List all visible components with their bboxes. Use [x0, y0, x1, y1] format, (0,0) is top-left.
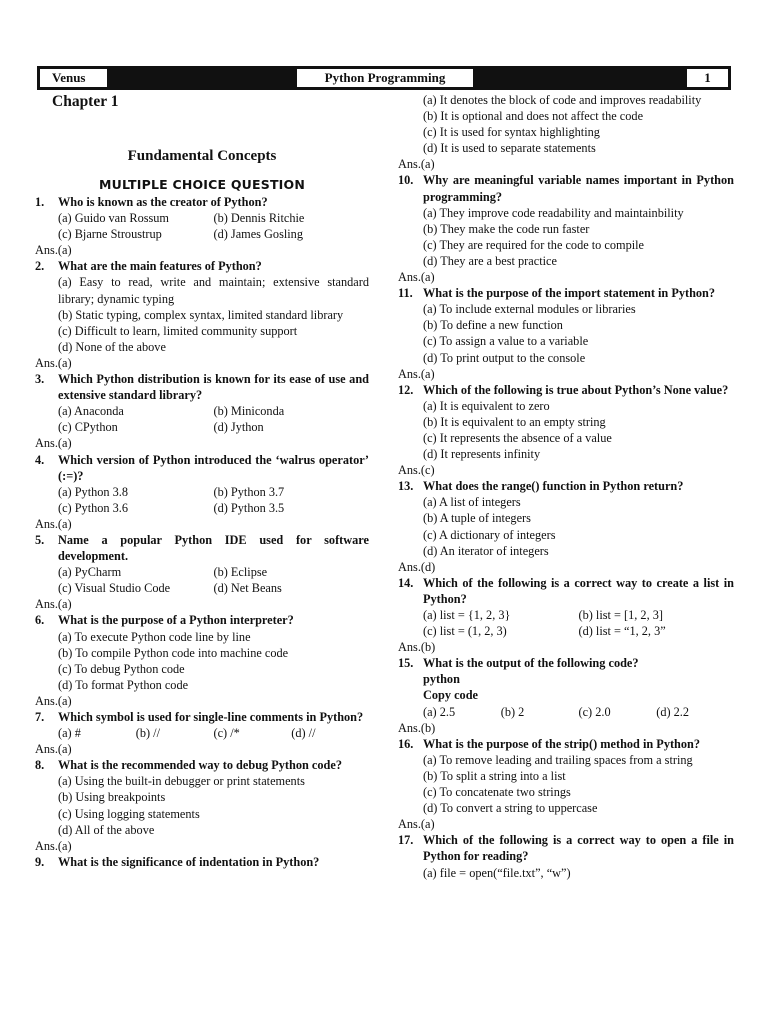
option: (a) It is equivalent to zero — [423, 398, 550, 413]
option: (a) PyCharm — [58, 565, 122, 580]
question-text: Name a popular Python IDE used for software development. — [58, 532, 369, 564]
right-column — [398, 92, 734, 881]
option: (a) To remove leading and trailing spaces from a string — [423, 752, 693, 767]
option: (a) 2.5 — [423, 704, 456, 719]
answer: Ans.(a) — [35, 838, 72, 853]
option: (c) To concatenate two strings — [423, 785, 571, 800]
option: (c) Bjarne Stroustrup — [58, 227, 162, 242]
option: (a) list = {1, 2, 3} — [423, 608, 511, 622]
option: (a) It denotes the block of code and improves readability — [423, 93, 702, 107]
question-16 — [398, 736, 734, 833]
answer: Ans.(a) — [398, 270, 435, 285]
question-12 — [398, 382, 734, 479]
question-9-continued — [398, 92, 734, 172]
code-language-label: python — [423, 672, 460, 687]
question-number: 11. — [398, 286, 413, 301]
option: (a) To include external modules or libraries — [423, 302, 636, 317]
question-number: 2. — [35, 259, 45, 274]
answer: Ans.(a) — [398, 366, 435, 381]
option: (b) They make the code run faster — [423, 221, 590, 236]
question-text: What is the recommended way to debug Python code? — [58, 758, 342, 773]
option: (b) Dennis Ritchie — [213, 211, 305, 226]
option: (d) Python 3.5 — [213, 500, 285, 515]
answer: Ans.(a) — [35, 597, 72, 612]
question-2 — [35, 258, 369, 371]
question-number: 14. — [398, 575, 414, 590]
option: (b) To define a new function — [423, 318, 563, 333]
topic-heading: Fundamental Concepts — [127, 148, 277, 164]
option: (d) None of the above — [58, 339, 166, 354]
option: (a) Easy to read, write and maintain; extensive standard library; dynamic typing — [58, 275, 369, 306]
option: (b) Miniconda — [213, 404, 285, 419]
answer: Ans.(a) — [35, 516, 72, 531]
option: (b) To compile Python code into machine code — [58, 645, 289, 660]
option: (b) Static typing, complex syntax, limited standard library — [58, 307, 344, 322]
option: (d) To print output to the console — [423, 350, 586, 365]
page-header — [37, 66, 731, 90]
option: (d) // — [291, 726, 316, 741]
option: (b) Using breakpoints — [58, 790, 166, 805]
option: (d) list = “1, 2, 3” — [578, 624, 666, 639]
question-7 — [35, 709, 369, 757]
option: (d) All of the above — [58, 822, 155, 837]
question-number: 8. — [35, 758, 45, 773]
option: (a) # — [58, 726, 81, 741]
question-14 — [398, 575, 734, 655]
question-text: What is the output of the following code? — [423, 656, 639, 671]
question-11 — [398, 285, 734, 382]
option: (b) It is equivalent to an empty string — [423, 414, 606, 429]
copy-code-label: Copy code — [423, 688, 478, 703]
question-8 — [35, 757, 369, 854]
option: (d) Net Beans — [213, 581, 282, 596]
header-page-number: 1 — [687, 69, 728, 87]
option: (a) Python 3.8 — [58, 484, 129, 499]
option: (d) James Gosling — [213, 227, 303, 242]
question-3 — [35, 371, 369, 451]
answer: Ans.(d) — [398, 559, 436, 574]
question-number: 6. — [35, 613, 45, 628]
question-text: Which version of Python introduced the ‘walrus operator’ (:=)? — [58, 452, 369, 483]
question-15 — [398, 655, 734, 735]
question-4 — [35, 452, 369, 532]
question-text: What are the main features of Python? — [58, 259, 262, 274]
option: (b) list = [1, 2, 3] — [578, 608, 663, 622]
question-number: 4. — [35, 452, 45, 467]
option: (d) It is used to separate statements — [423, 141, 596, 156]
option: (d) To convert a string to uppercase — [423, 801, 598, 816]
option: (a) Using the built-in debugger or print statements — [58, 774, 305, 789]
question-number: 16. — [398, 736, 414, 751]
left-column — [35, 92, 369, 870]
question-text: What does the range() function in Python return? — [423, 479, 684, 494]
question-5 — [35, 532, 369, 612]
answer: Ans.(a) — [35, 693, 72, 708]
question-text: What is the purpose of the import statement in Python? — [423, 286, 716, 301]
question-1 — [35, 194, 369, 258]
answer: Ans.(a) — [398, 157, 435, 172]
question-number: 5. — [35, 532, 45, 547]
option: (b) A tuple of integers — [423, 511, 531, 526]
option: (a) Anaconda — [58, 404, 124, 419]
option: (c) Using logging statements — [58, 806, 200, 821]
option: (c) It is used for syntax highlighting — [423, 125, 600, 140]
answer: Ans.(a) — [35, 355, 72, 370]
option: (c) To debug Python code — [58, 661, 185, 676]
question-number: 17. — [398, 833, 414, 848]
answer: Ans.(b) — [398, 640, 436, 655]
question-9 — [35, 854, 369, 870]
option: (d) It represents infinity — [423, 447, 541, 462]
option: (b) Python 3.7 — [213, 484, 285, 499]
header-publisher: Venus — [40, 69, 107, 87]
option: (c) list = (1, 2, 3) — [423, 624, 507, 639]
answer: Ans.(a) — [398, 817, 435, 832]
answer: Ans.(a) — [35, 436, 72, 451]
question-number: 15. — [398, 656, 414, 671]
option: (d) 2.2 — [656, 704, 690, 719]
option: (b) Eclipse — [213, 565, 268, 580]
question-text: Which of the following is a correct way to open a file in Python for reading? — [423, 833, 734, 864]
answer: Ans.(a) — [35, 243, 72, 258]
question-text: What is the significance of indentation in Python? — [58, 854, 320, 869]
question-text: What is the purpose of a Python interpreter? — [58, 613, 294, 628]
question-number: 3. — [35, 372, 45, 387]
option: (b) It is optional and does not affect the code — [423, 109, 644, 124]
option: (a) file = open(“file.txt”, “w”) — [423, 865, 571, 880]
option: (c) They are required for the code to compile — [423, 237, 645, 252]
option: (c) A dictionary of integers — [423, 527, 556, 542]
option: (a) A list of integers — [423, 495, 521, 510]
option: (a) They improve code readability and maintainbility — [423, 205, 684, 220]
question-17 — [398, 832, 734, 880]
option: (a) To execute Python code line by line — [58, 629, 251, 644]
question-number: 10. — [398, 173, 414, 188]
option: (d) Jython — [213, 420, 264, 435]
option: (c) To assign a value to a variable — [423, 334, 589, 349]
option: (c) Python 3.6 — [58, 500, 129, 515]
question-text: Which of the following is true about Python’s None value? — [423, 382, 729, 397]
question-text: Which Python distribution is known for its ease of use and extensive standard library? — [58, 372, 369, 403]
question-text: Which of the following is a correct way to create a list in Python? — [423, 575, 734, 606]
chapter-heading: Chapter 1 — [52, 93, 119, 110]
option: (b) To split a string into a list — [423, 768, 566, 783]
header-title: Python Programming — [297, 69, 473, 87]
question-text: What is the purpose of the strip() method in Python? — [423, 736, 701, 751]
option: (d) They are a best practice — [423, 253, 557, 268]
question-number: 9. — [35, 854, 45, 869]
answer: Ans.(b) — [398, 720, 436, 735]
question-text: Which symbol is used for single-line comments in Python? — [58, 710, 364, 724]
question-number: 13. — [398, 479, 414, 494]
question-number: 7. — [35, 710, 45, 724]
answer: Ans.(c) — [398, 463, 435, 478]
question-6 — [35, 612, 369, 709]
question-number: 12. — [398, 382, 414, 397]
question-text: Who is known as the creator of Python? — [58, 195, 268, 209]
question-text: Why are meaningful variable names important in Python programming? — [423, 173, 734, 204]
option: (a) Guido van Rossum — [58, 211, 170, 226]
option: (c) CPython — [58, 420, 118, 435]
option: (c) Visual Studio Code — [58, 581, 171, 596]
question-13 — [398, 478, 734, 575]
answer: Ans.(a) — [35, 742, 72, 757]
option: (c) It represents the absence of a value — [423, 430, 612, 445]
question-10 — [398, 172, 734, 285]
option: (b) // — [135, 726, 160, 741]
option: (d) To format Python code — [58, 677, 189, 692]
option: (c) 2.0 — [578, 704, 611, 719]
option: (c) /* — [213, 726, 240, 741]
option: (d) An iterator of integers — [423, 543, 549, 558]
option: (c) Difficult to learn, limited community support — [58, 323, 298, 338]
section-heading: MULTIPLE CHOICE QUESTION — [98, 177, 306, 192]
question-number: 1. — [35, 195, 45, 209]
option: (b) 2 — [500, 704, 525, 719]
